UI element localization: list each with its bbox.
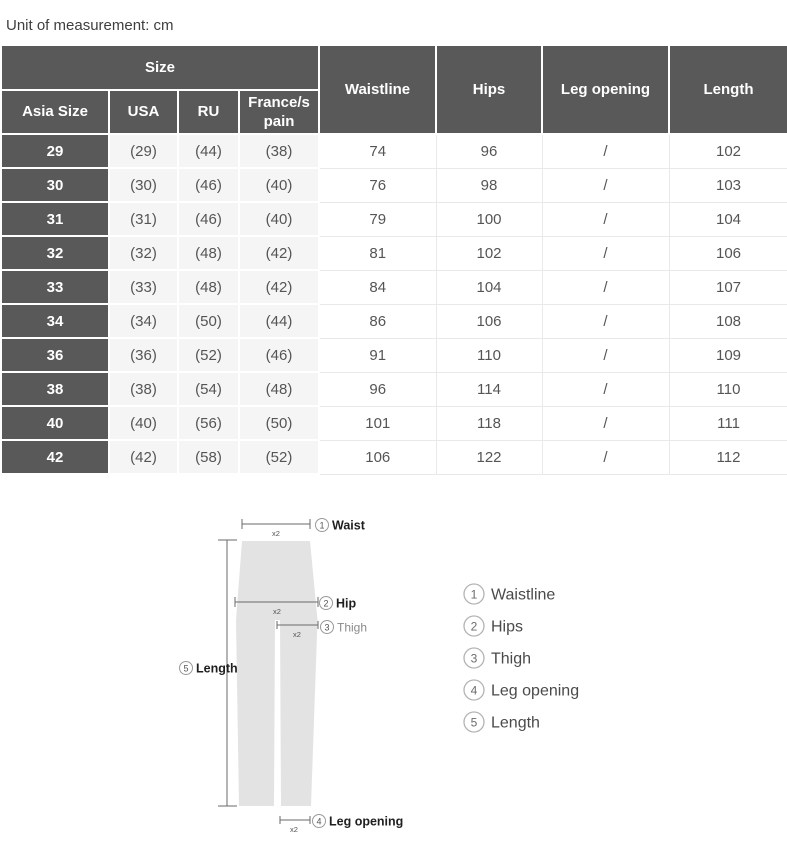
length-callout xyxy=(180,662,238,676)
france-spain-size-cell: (40) xyxy=(239,168,319,202)
ru-size-cell: (48) xyxy=(178,270,239,304)
col-header-france-spain: France/s pain xyxy=(239,90,319,134)
leg-opening-cell: / xyxy=(542,236,669,270)
waist-callout-num: 1 xyxy=(319,520,325,531)
waist-callout-label: Waist xyxy=(332,518,365,533)
hips-cell: 106 xyxy=(436,304,542,338)
table-row xyxy=(1,202,787,236)
table-row xyxy=(1,338,787,372)
table-row xyxy=(1,372,787,406)
waistline-cell: 84 xyxy=(319,270,436,304)
table-row xyxy=(1,168,787,202)
leg-opening-cell: / xyxy=(542,134,669,168)
legend-item-label: Leg opening xyxy=(491,682,580,700)
legend-item-label: Hips xyxy=(491,618,524,636)
asia-size-cell: 32 xyxy=(1,236,109,270)
asia-size-cell: 36 xyxy=(1,338,109,372)
ru-size-cell: (44) xyxy=(178,134,239,168)
pants-measurement-diagram xyxy=(0,500,787,845)
waistline-cell: 91 xyxy=(319,338,436,372)
ru-size-cell: (46) xyxy=(178,168,239,202)
asia-size-cell: 33 xyxy=(1,270,109,304)
col-header-leg-opening: Leg opening xyxy=(542,45,669,134)
hips-cell: 104 xyxy=(436,270,542,304)
legend-item-number: 4 xyxy=(470,683,478,698)
length-cell: 108 xyxy=(669,304,787,338)
leg-opening-x2-label: x2 xyxy=(290,825,298,834)
ru-size-cell: (48) xyxy=(178,236,239,270)
leg-opening-callout-label: Leg opening xyxy=(329,814,404,829)
length-cell: 102 xyxy=(669,134,787,168)
unit-label: Unit of measurement: cm xyxy=(6,17,174,34)
table-row xyxy=(1,440,787,474)
legend-item xyxy=(464,584,555,604)
france-spain-size-cell: (38) xyxy=(239,134,319,168)
hip-callout xyxy=(320,597,357,611)
legend-item-label: Thigh xyxy=(491,650,532,668)
length-cell: 110 xyxy=(669,372,787,406)
table-row xyxy=(1,270,787,304)
table-row xyxy=(1,406,787,440)
thigh-callout-num: 3 xyxy=(324,622,330,633)
hips-cell: 102 xyxy=(436,236,542,270)
length-cell: 111 xyxy=(669,406,787,440)
size-group-header: Size xyxy=(1,45,319,90)
asia-size-cell: 38 xyxy=(1,372,109,406)
leg-opening-measure-line xyxy=(280,816,310,834)
waistline-cell: 86 xyxy=(319,304,436,338)
usa-size-cell: (29) xyxy=(109,134,178,168)
leg-opening-cell: / xyxy=(542,202,669,236)
france-spain-size-cell: (46) xyxy=(239,338,319,372)
usa-size-cell: (42) xyxy=(109,440,178,474)
legend-item xyxy=(464,648,531,668)
asia-size-cell: 34 xyxy=(1,304,109,338)
legend-item-number: 3 xyxy=(470,651,478,666)
hips-cell: 96 xyxy=(436,134,542,168)
legend-item xyxy=(464,616,523,636)
length-cell: 107 xyxy=(669,270,787,304)
usa-size-cell: (40) xyxy=(109,406,178,440)
length-callout-num: 5 xyxy=(183,663,189,674)
legend-item-number: 2 xyxy=(470,619,478,634)
waist-x2-label: x2 xyxy=(272,529,280,538)
table-row xyxy=(1,304,787,338)
usa-size-cell: (32) xyxy=(109,236,178,270)
leg-opening-callout xyxy=(313,815,404,829)
waistline-cell: 96 xyxy=(319,372,436,406)
hips-cell: 122 xyxy=(436,440,542,474)
hips-cell: 100 xyxy=(436,202,542,236)
length-cell: 109 xyxy=(669,338,787,372)
legend-item-number: 1 xyxy=(470,587,478,602)
col-header-hips: Hips xyxy=(436,45,542,134)
col-header-asia-size: Asia Size xyxy=(1,90,109,134)
ru-size-cell: (52) xyxy=(178,338,239,372)
leg-opening-cell: / xyxy=(542,270,669,304)
france-spain-size-cell: (44) xyxy=(239,304,319,338)
length-callout-label: Length xyxy=(196,661,238,676)
legend-item-number: 5 xyxy=(470,715,478,730)
thigh-x2-label: x2 xyxy=(293,630,301,639)
hip-callout-label: Hip xyxy=(336,596,357,611)
waist-measure-line xyxy=(242,519,310,538)
thigh-callout-label: Thigh xyxy=(337,620,368,635)
asia-size-cell: 42 xyxy=(1,440,109,474)
asia-size-cell: 30 xyxy=(1,168,109,202)
france-spain-size-cell: (42) xyxy=(239,236,319,270)
length-cell: 103 xyxy=(669,168,787,202)
france-spain-size-cell: (42) xyxy=(239,270,319,304)
usa-size-cell: (30) xyxy=(109,168,178,202)
length-cell: 112 xyxy=(669,440,787,474)
pants-shape xyxy=(236,541,318,806)
thigh-callout xyxy=(321,621,368,635)
measurement-legend xyxy=(464,584,579,732)
waistline-cell: 74 xyxy=(319,134,436,168)
legend-item-label: Length xyxy=(491,714,540,732)
usa-size-cell: (38) xyxy=(109,372,178,406)
size-table-body xyxy=(1,134,787,474)
col-header-length: Length xyxy=(669,45,787,134)
length-cell: 106 xyxy=(669,236,787,270)
waist-callout xyxy=(316,519,366,533)
ru-size-cell: (46) xyxy=(178,202,239,236)
asia-size-cell: 29 xyxy=(1,134,109,168)
leg-opening-callout-num: 4 xyxy=(316,816,322,827)
hips-cell: 110 xyxy=(436,338,542,372)
hips-cell: 98 xyxy=(436,168,542,202)
col-header-waistline: Waistline xyxy=(319,45,436,134)
waistline-cell: 106 xyxy=(319,440,436,474)
waistline-cell: 76 xyxy=(319,168,436,202)
hip-callout-num: 2 xyxy=(323,598,329,609)
leg-opening-cell: / xyxy=(542,304,669,338)
waistline-cell: 81 xyxy=(319,236,436,270)
length-cell: 104 xyxy=(669,202,787,236)
legend-item-label: Waistline xyxy=(491,586,556,604)
table-row xyxy=(1,236,787,270)
leg-opening-cell: / xyxy=(542,406,669,440)
france-spain-size-cell: (40) xyxy=(239,202,319,236)
legend-item xyxy=(464,680,579,700)
asia-size-cell: 40 xyxy=(1,406,109,440)
hips-cell: 118 xyxy=(436,406,542,440)
usa-size-cell: (36) xyxy=(109,338,178,372)
usa-size-cell: (33) xyxy=(109,270,178,304)
waistline-cell: 101 xyxy=(319,406,436,440)
hips-cell: 114 xyxy=(436,372,542,406)
france-spain-size-cell: (48) xyxy=(239,372,319,406)
usa-size-cell: (34) xyxy=(109,304,178,338)
ru-size-cell: (56) xyxy=(178,406,239,440)
france-spain-size-cell: (50) xyxy=(239,406,319,440)
asia-size-cell: 31 xyxy=(1,202,109,236)
leg-opening-cell: / xyxy=(542,338,669,372)
ru-size-cell: (58) xyxy=(178,440,239,474)
hip-x2-label: x2 xyxy=(273,607,281,616)
ru-size-cell: (54) xyxy=(178,372,239,406)
col-header-ru: RU xyxy=(178,90,239,134)
leg-opening-cell: / xyxy=(542,372,669,406)
usa-size-cell: (31) xyxy=(109,202,178,236)
leg-opening-cell: / xyxy=(542,440,669,474)
france-spain-size-cell: (52) xyxy=(239,440,319,474)
col-header-usa: USA xyxy=(109,90,178,134)
legend-item xyxy=(464,712,540,732)
ru-size-cell: (50) xyxy=(178,304,239,338)
leg-opening-cell: / xyxy=(542,168,669,202)
table-row xyxy=(1,134,787,168)
size-table xyxy=(0,44,787,475)
waistline-cell: 79 xyxy=(319,202,436,236)
